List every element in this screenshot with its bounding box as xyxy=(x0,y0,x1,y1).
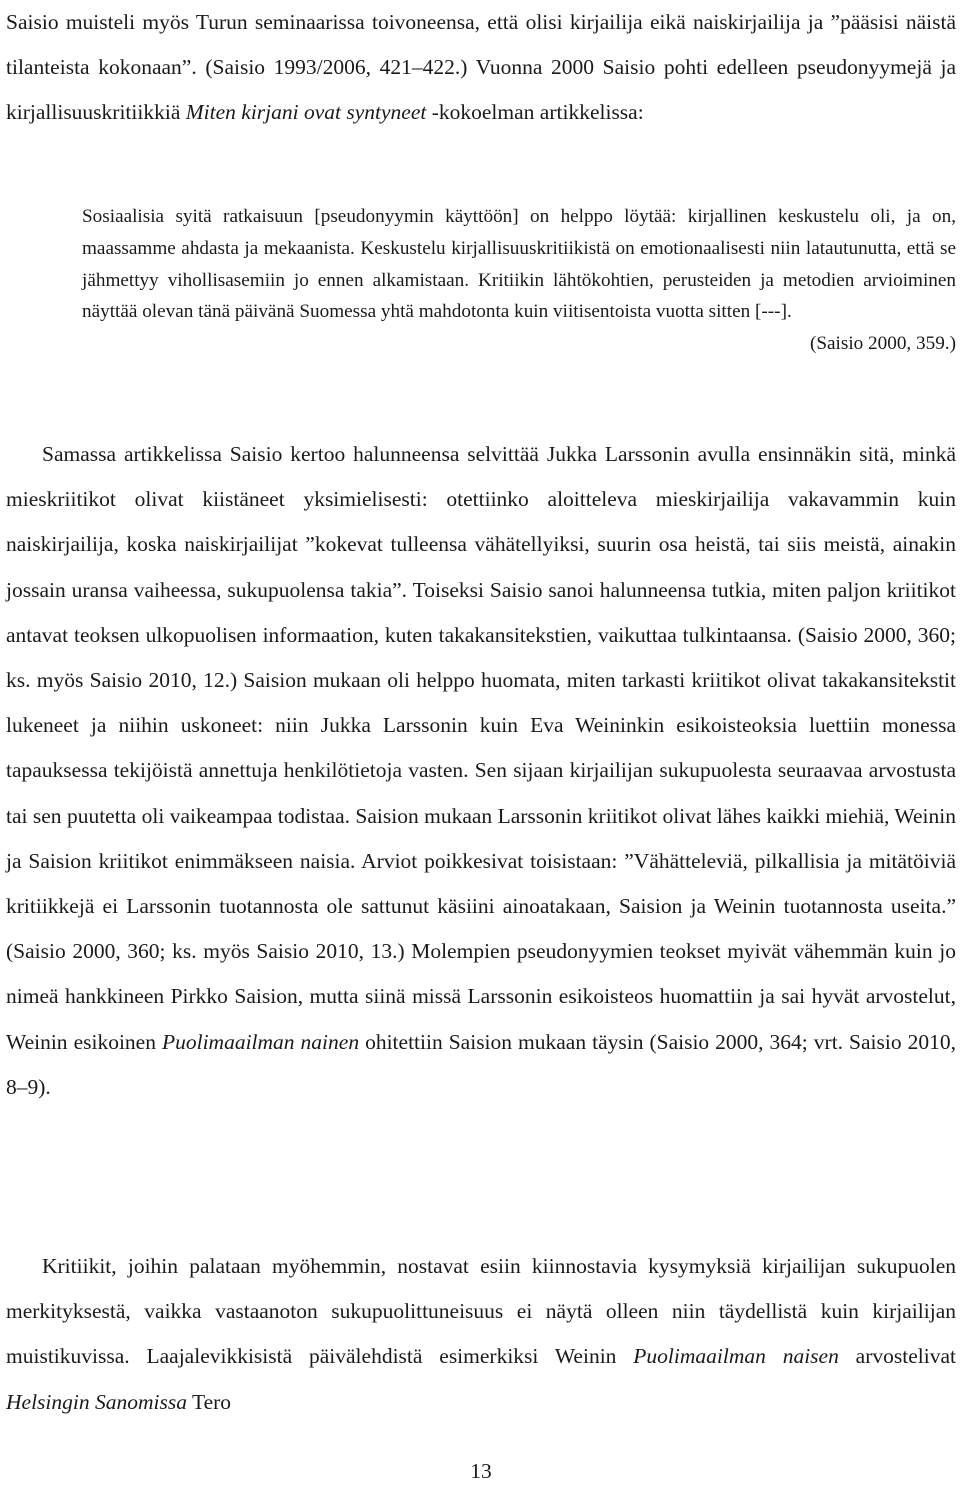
block-quote-text: Sosiaalisia syitä ratkaisuun [pseudonyymin käyttöön] on helppo löytää: kirjallinen keskustelu oli, ja on, maassamme ahdasta ja mekaanista. Keskustelu kirjallisuuskritiikistä on emotionaalisesti niin latautunutta, että se jähmettyy vihollisasemiin jo ennen alkamistaan. Kritiikin lähtökohtien, perusteiden ja metodien arvioiminen näyttää olevan tänä päivänä Suomessa yhtä mahdotonta kuin viitisentoista vuotta sitten [---]. xyxy=(82,206,956,323)
block-quote xyxy=(82,201,956,360)
paragraph-top-text-end: -kokoelman artikkelissa: xyxy=(426,100,644,125)
paragraph-3 xyxy=(6,1244,956,1425)
paragraph-3-text-end: Tero xyxy=(186,1389,232,1414)
paragraph-2-text: Samassa artikkelissa Saisio kertoo halunneensa selvittää Jukka Larssonin avulla ensinnäkin sitä, minkä mieskriitikot olivat kiistäneet yksimielisesti: otettiinko aloitteleva mieskirjailija vakavammin kuin naiskirjailija, koska naiskirjailijat ”kokevat tulleensa vähätellyiksi, suurin osa heistä, tai siis meistä, ainakin jossain uransa vaiheessa, sukupuolensa takia”. Toiseksi Saisio sanoi halunneensa tutkia, miten paljon kriitikot antavat teoksen ulkopuolisen informaation, kuten takakansitekstien, vaikuttaa tulkintaansa. (Saisio 2000, 360; ks. myös Saisio 2010, 12.) Saision mukaan oli helppo huomata, miten tarkasti kriitikot olivat takakansitekstit lukeneet ja niihin uskoneet: niin Jukka Larssonin kuin Eva Weininkin esikoisteoksia luettiin monessa tapauksessa tekijöistä annettuja henkilötietoja vasten. Sen sijaan kirjailijan sukupuolesta seuraavaa arvostusta tai sen puutetta oli vaikeampaa todistaa. Saision mukaan Larssonin kriitikot olivat lähes kaikki miehiä, Weinin ja Saision kriitikot enimmäkseen naisia. Arviot poikkesivat toisistaan: ”Vähätteleviä, pilkallisia ja mitätöiviä kritiikkejä ei Larssonin tuotannosta ole sattunut käsiini ainoatakaan, Saision ja Weinin tuotannosta useita.” (Saisio 2000, 360; ks. myös Saisio 2010, 13.) Molempien pseudonyymien teokset myivät vähemmän kuin jo nimeä hankkineen Pirkko Saision, mutta siinä missä Larssonin esikoisteos huomattiin ja sai hyvät arvostelut, Weinin esikoinen xyxy=(6,442,956,1054)
book-title-italic: Miten kirjani ovat syntyneet xyxy=(185,100,427,125)
book-title-italic: Puolimaailman nainen xyxy=(161,1029,360,1054)
paragraph-3-text: Kritiikit, joihin palataan myöhemmin, nostavat esiin kiinnostavia kysymyksiä kirjailijan sukupuolen merkityksestä, vaikka vastaanoton sukupuolittuneisuus ei näytä olleen niin täydellistä kuin kirjailijan muistikuvissa. Laajalevikkisistä päivälehdistä esimerkiksi Weinin xyxy=(6,1254,956,1369)
paragraph-top-text: Saisio muisteli myös Turun seminaarissa toivoneensa, että olisi kirjailija eikä naiskirjailija ja ”pääsisi näistä tilanteista kokonaan”. (Saisio 1993/2006, 421–422.) Vuonna 2000 Saisio pohti edelleen pseudonyymejä ja kirjallisuuskritiikkiä xyxy=(6,10,956,125)
paragraph-2 xyxy=(6,432,956,1110)
paragraph-3-text-mid: arvostelivat xyxy=(838,1344,956,1369)
book-title-italic: Puolimaailman naisen xyxy=(633,1344,839,1369)
paragraph-2-text-end: ohitettiin Saision mukaan täysin (Saisio 2000, 364; vrt. Saisio 2010, 8–9). xyxy=(6,1029,956,1099)
newspaper-title-italic: Helsingin Sanomissa xyxy=(6,1389,187,1414)
block-quote-citation: (Saisio 2000, 359.) xyxy=(809,333,956,355)
page-number: 13 xyxy=(470,1459,492,1483)
paragraph-top xyxy=(6,0,956,136)
